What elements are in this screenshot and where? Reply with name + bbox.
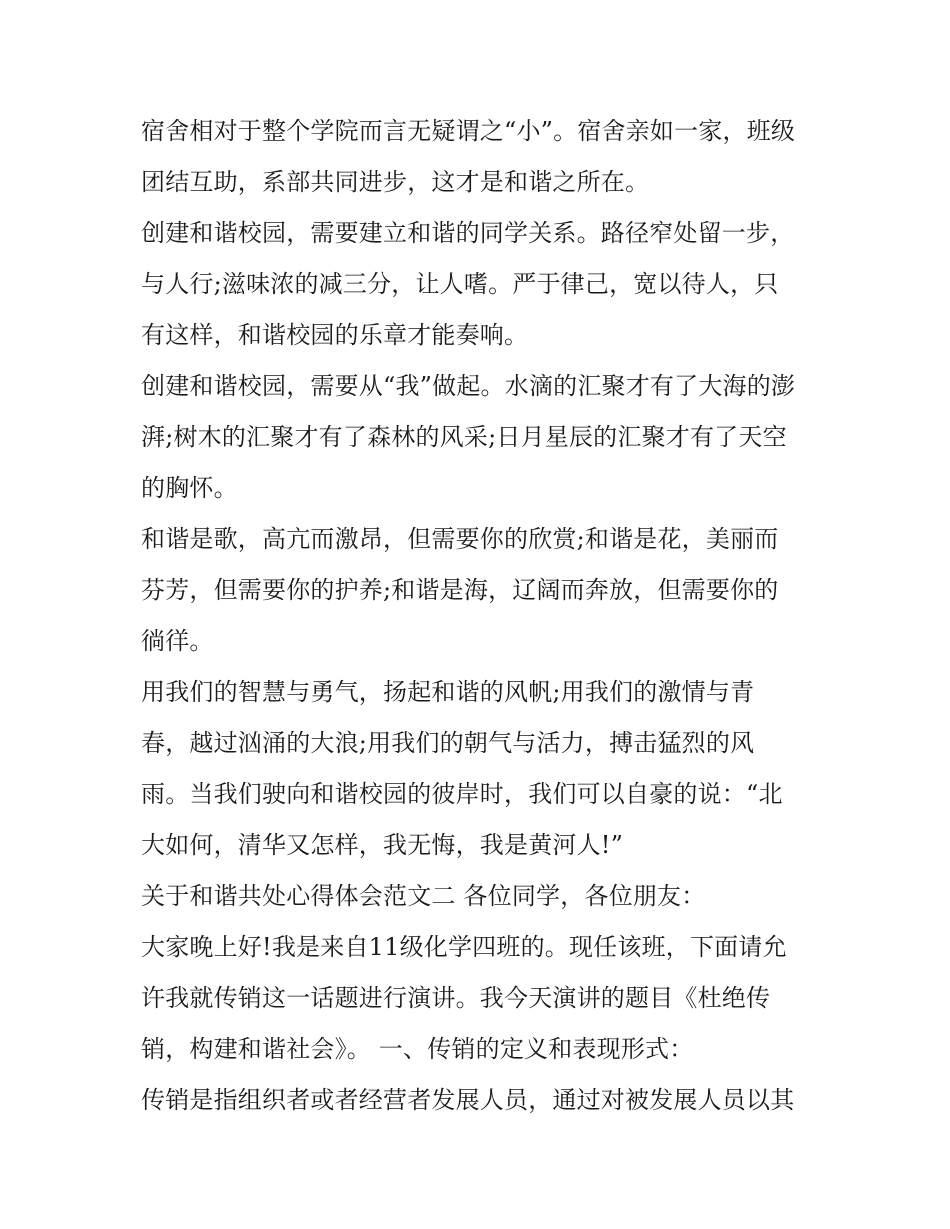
- text-line: 和谐是歌，高亢而激昂，但需要你的欣赏;和谐是花，美丽而: [141, 525, 779, 553]
- text-line: 关于和谐共处心得体会范文二 各位同学，各位朋友：: [141, 882, 706, 910]
- text-line: 与人行;滋味浓的减三分，让人嗜。严于律己，宽以待人，只: [141, 270, 779, 298]
- text-line: 许我就传销这一话题进行演讲。我今天演讲的题目《杜绝传: [141, 984, 771, 1012]
- text-line: 徜徉。: [141, 627, 214, 655]
- text-line: 创建和谐校园，需要建立和谐的同学关系。路径窄处留一步，: [141, 219, 795, 247]
- document-body: [141, 106, 841, 1126]
- text-line: 雨。当我们驶向和谐校园的彼岸时，我们可以自豪的说：“北: [141, 780, 783, 808]
- text-line: 创建和谐校园，需要从“我”做起。水滴的汇聚才有了大海的澎: [141, 372, 796, 400]
- text-line: 湃;树木的汇聚才有了森林的风采;日月星辰的汇聚才有了天空: [141, 423, 787, 451]
- text-line: 大家晚上好!我是来自11级化学四班的。现任该班，下面请允: [141, 933, 787, 961]
- text-line: 的胸怀。: [141, 474, 238, 502]
- text-line: 销，构建和谐社会》。 一、传销的定义和表现形式：: [141, 1035, 694, 1063]
- text-line: 用我们的智慧与勇气，扬起和谐的风帆;用我们的激情与青: [141, 678, 755, 706]
- text-line: 大如何，清华又怎样，我无悔，我是黄河人!”: [141, 831, 624, 859]
- text-line: 传销是指组织者或者经营者发展人员，通过对被发展人员以其: [141, 1086, 795, 1114]
- text-line: 有这样，和谐校园的乐章才能奏响。: [141, 321, 529, 349]
- text-line: 团结互助，系部共同进步，这才是和谐之所在。: [141, 168, 650, 196]
- text-line: 芬芳，但需要你的护养;和谐是海，辽阔而奔放，但需要你的: [141, 576, 779, 604]
- text-line: 春，越过汹涌的大浪;用我们的朝气与活力，搏击猛烈的风: [141, 729, 755, 757]
- text-line: 宿舍相对于整个学院而言无疑谓之“小”。宿舍亲如一家，班级: [141, 117, 796, 145]
